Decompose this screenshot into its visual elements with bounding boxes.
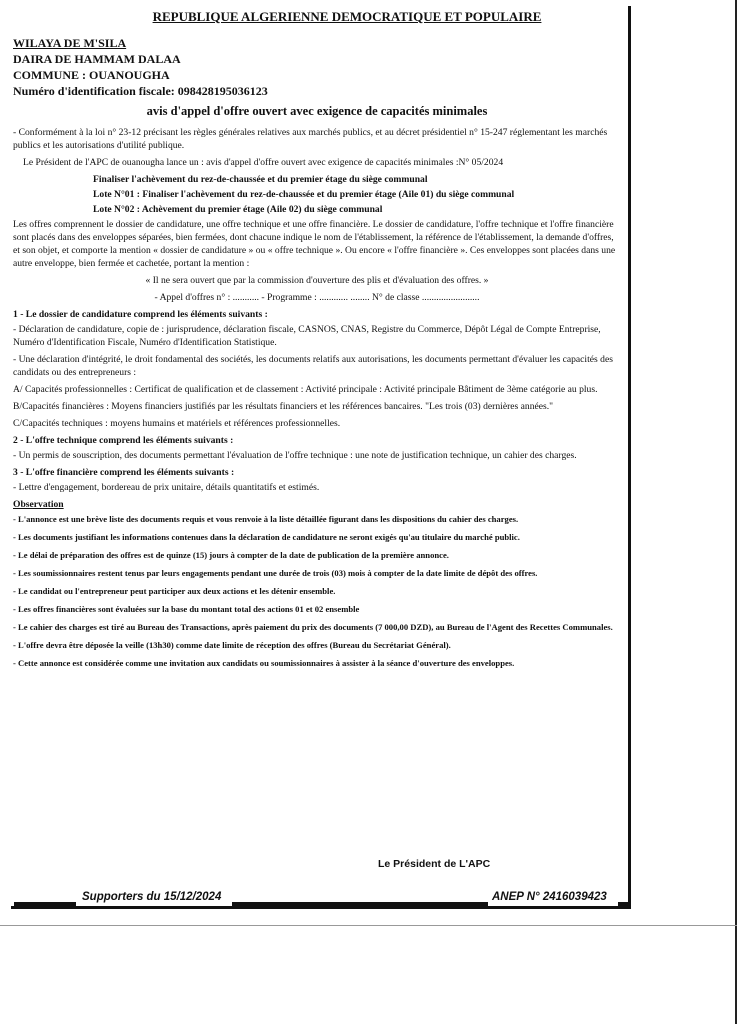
observation-item: - L'offre devra être déposée la veille (13h30) comme date limite de réception des offres (Bureau du Secrétariat Général). [13,640,451,650]
notice-body [13,10,621,675]
section-2-title: 2 - L'offre technique comprend les éléments suivants : [13,435,234,446]
section-1-item: A/ Capacités professionnelles : Certificat de qualification et de classement : Activité principale : Activité principale Bâtiment de 3ème catégorie au plus. [13,384,598,395]
observation-item: - Le cahier des charges est tiré au Bureau des Transactions, après paiement du prix des documents (7 000,00 DZD), au Bureau de l'Agent des Recettes Communales. [13,622,613,632]
president-announcement: Le Président de l'APC de ouanougha lance un : avis d'appel d'offre ouvert avec exigence de capacités minimales :N° 05/2024 [23,157,504,168]
wilaya-line: WILAYA DE M'SILA [13,36,127,50]
observation-title: Observation [13,499,64,510]
section-1-item: - Déclaration de candidature, copie de : jurisprudence, déclaration fiscale, CASNOS, CNAS, Registre du Commerce, Dépôt Légal de Compte Entreprise, Numéro d'Identification Fiscale, Numéro d'Identification Statistique. [13,324,601,348]
nif-line: Numéro d'identification fiscale: 098428195036123 [13,84,268,98]
section-3-item: - Lettre d'engagement, bordereau de prix unitaire, détails quantitatifs et estimés. [13,482,320,493]
daira-line: DAIRA DE HAMMAM DALAA [13,52,181,66]
reference-line: - Appel d'offres n° : ........... - Programme : ............ ........ N° de classe ........................ [154,292,480,303]
section-3-title: 3 - L'offre financière comprend les éléments suivants : [13,467,235,478]
footer-rule [618,902,630,906]
section-2-item: - Un permis de souscription, des documents permettant l'évaluation de l'offre technique : une note de justification technique, un cahier des charges. [13,450,577,461]
republic-title: REPUBLIQUE ALGERIENNE DEMOCRATIQUE ET POPULAIRE [152,9,542,24]
opening-mention: « Il ne sera ouvert que par la commission d'ouverture des plis et d'évaluation des offres. » [145,275,489,286]
observation-item: - Cette annonce est considérée comme une invitation aux candidats ou soumissionnaires à assister à la séance d'ouverture des enveloppes. [13,658,515,668]
observation-item: - Le délai de préparation des offres est de quinze (15) jours à compter de la date de publication de la première annonce. [13,550,449,560]
notice-subject: avis d'appel d'offre ouvert avec exigence de capacités minimales [146,104,488,118]
observation-item: - Les soumissionnaires restent tenus par leurs engagements pendant une durée de trois (03) mois à compter de la date limite de dépôt des offres. [13,568,538,578]
footer-rule [14,902,76,906]
observation-item: - L'annonce est une brève liste des documents requis et vous renvoie à la liste détaillée figurant dans les dispositions du cahier des charges. [13,514,519,524]
offers-paragraph: Les offres comprennent le dossier de candidature, une offre technique et une offre financière. Le dossier de candidature, l'offre technique et l'offre financière sont placés dans des enveloppes séparées, bien fermées, dont chacune indique le nom de l'établissement, la référence de l'établissement, la demande d'offres, et son objet, et comporte la mention « dossier de candidature » ou « offre technique ». Ou encore « l'offre financière ». Ces enveloppes sont placées dans une autre enveloppe, bien fermée et cachetée, portant la mention : [13,219,616,269]
project-object: Finaliser l'achèvement du rez-de-chaussée et du premier étage du siège communal [93,174,428,185]
observation-item: - Le candidat ou l'entrepreneur peut participer aux deux actions et les détenir ensemble. [13,586,336,596]
section-1-item: B/Capacités financières : Moyens financiers justifiés par les résultats financiers et les références bancaires. "Les trois (03) dernières années." [13,401,554,412]
signature-line: Le Président de L'APC [378,858,491,870]
lot-2: Lote N°02 : Achèvement du premier étage (Aile 02) du siège communal [93,204,383,215]
anep-number: ANEP N° 2416039423 [492,891,607,903]
newspaper-date: Supporters du 15/12/2024 [82,891,222,903]
lot-1: Lote N°01 : Finaliser l'achèvement du rez-de-chaussée et du premier étage (Aile 01) du siège communal [93,189,515,200]
scan-fold-line [0,925,737,926]
footer-rule [232,902,488,906]
commune-line: COMMUNE : OUANOUGHA [13,68,170,82]
observation-item: - Les documents justifiant les informations contenues dans la déclaration de candidature ne seront exigés qu'au titulaire du marché public. [13,532,520,542]
law-reference: - Conformément à la loi n° 23-12 précisant les règles générales relatives aux marchés publics, et au décret présidentiel n° 15-247 réglementant les marchés publics et les autorisations d'utilité publique. [13,127,608,151]
publication-footer [0,891,630,909]
section-1-item: C/Capacités techniques : moyens humains et matériels et références professionnelles. [13,418,341,429]
section-1-title: 1 - Le dossier de candidature comprend les éléments suivants : [13,309,268,320]
section-1-item: - Une déclaration d'intégrité, le droit fondamental des sociétés, les documents relatifs aux autorisations, les documents permettant d'évaluer les capacités des candidats ou des entrepreneurs : [13,354,613,378]
observation-item: - Les offres financières sont évaluées sur la base du montant total des actions 01 et 02 ensemble [13,604,360,614]
